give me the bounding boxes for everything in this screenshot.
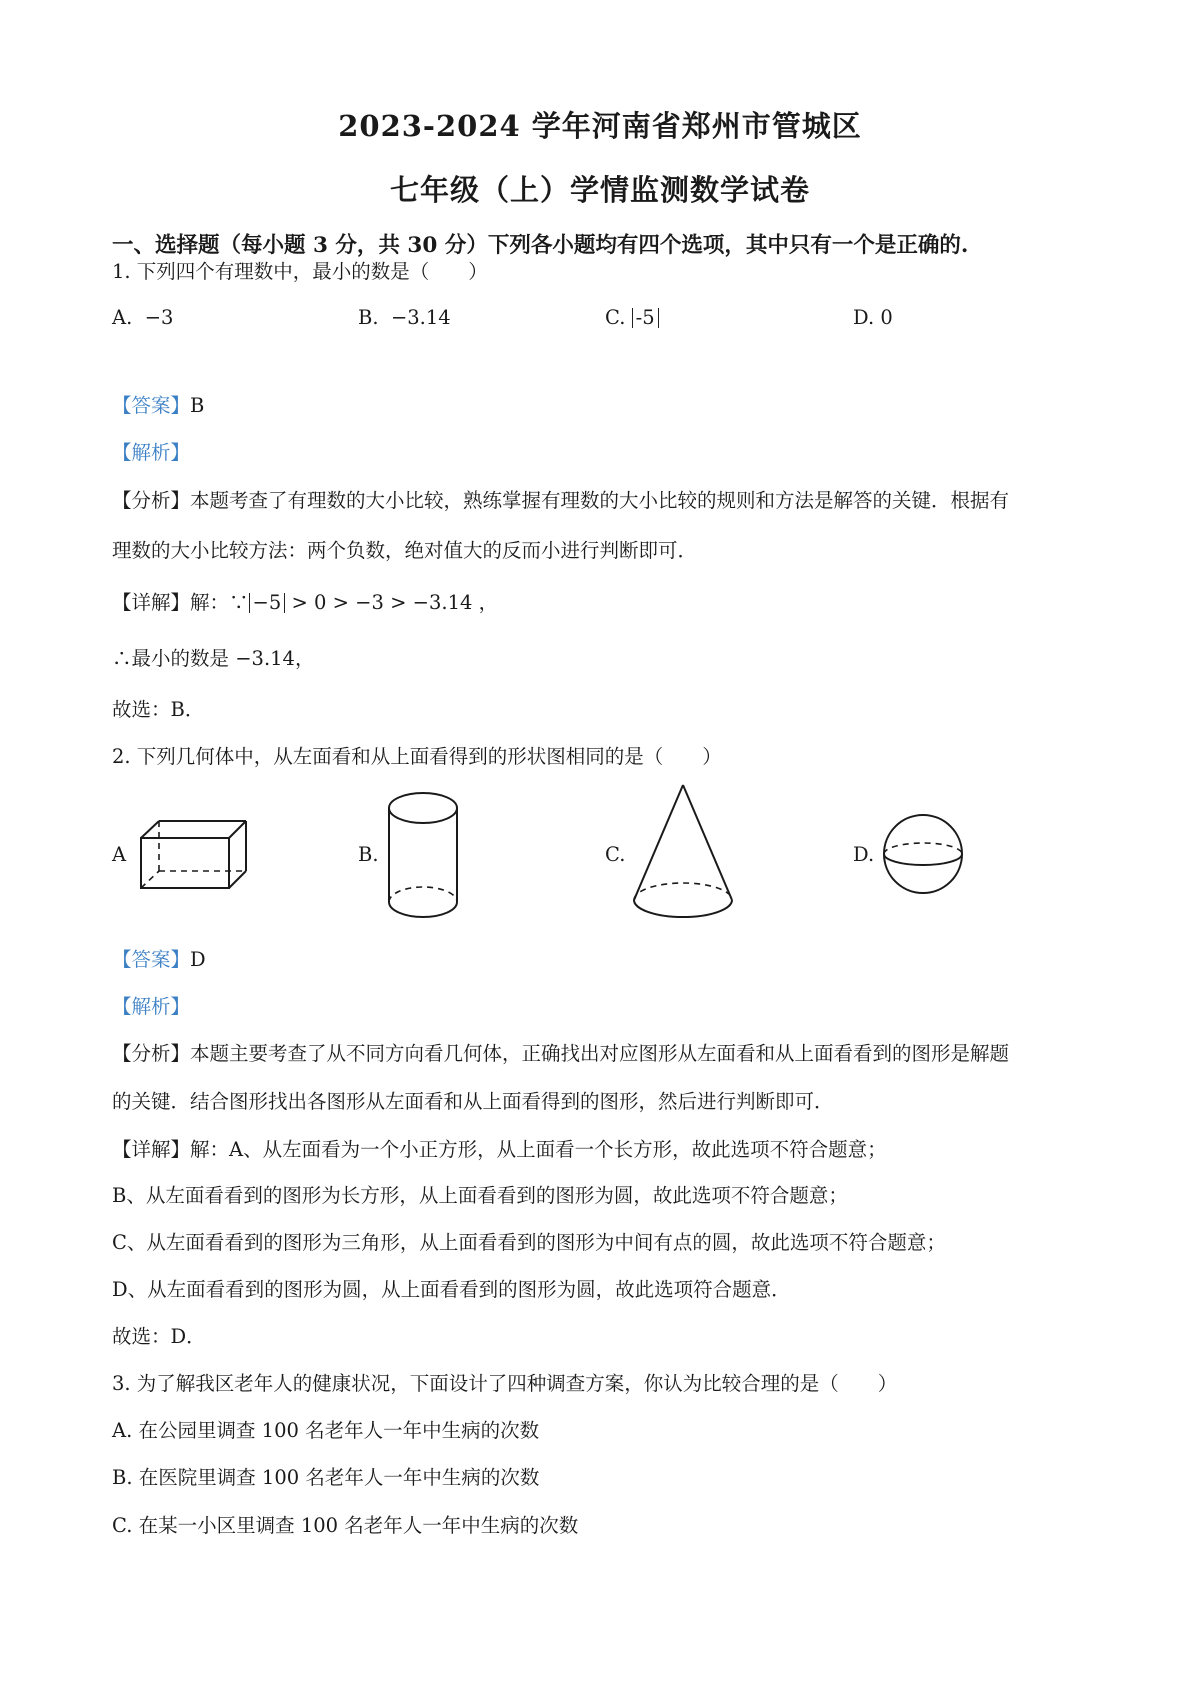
q2-stem: 2. 下列几何体中，从左面看和从上面看得到的形状图相同的是（ ） bbox=[112, 745, 722, 768]
q1-analysis-line1: 【分析】本题考查了有理数的大小比较，熟练掌握有理数的大小比较的规则和方法是解答的关键．根据有 bbox=[112, 489, 1010, 512]
q1-answer bbox=[112, 390, 204, 418]
answer-value: B bbox=[190, 394, 205, 417]
q2-option-b-label: B. bbox=[358, 843, 379, 866]
option-label: A. bbox=[112, 306, 133, 329]
answer-tag: 【答案】 bbox=[112, 394, 191, 417]
q2-option-a-label: A bbox=[112, 843, 127, 866]
option-value: −3 bbox=[144, 306, 174, 329]
q2-option-c-label: C. bbox=[605, 843, 626, 866]
q2-detail-d: D、从左面看看到的图形为圆，从上面看看到的图形为圆，故此选项符合题意． bbox=[112, 1278, 791, 1301]
answer-value: D bbox=[190, 948, 206, 971]
section-heading: 一、选择题（每小题 3 分，共 30 分）下列各小题均有四个选项，其中只有一个是正确的. bbox=[112, 233, 969, 258]
sphere-icon bbox=[881, 812, 965, 896]
q2-detail-c: C、从左面看看到的图形为三角形，从上面看看到的图形为中间有点的圆，故此选项不符合题意； bbox=[112, 1231, 946, 1254]
cuboid-icon bbox=[138, 818, 248, 892]
q3-option-c: C. 在某一小区里调查 100 名老年人一年中生病的次数 bbox=[112, 1514, 579, 1537]
q1-detail bbox=[112, 587, 498, 615]
option-value-abs: -5 bbox=[632, 308, 659, 328]
option-label: B. bbox=[358, 306, 379, 329]
detail-prefix: 【详解】解：∵ bbox=[112, 591, 249, 614]
option-value: 0 bbox=[880, 306, 893, 329]
q3-option-a: A. 在公园里调查 100 名老年人一年中生病的次数 bbox=[112, 1419, 540, 1442]
q2-answer bbox=[112, 944, 206, 972]
q2-option-d-label: D. bbox=[853, 843, 875, 866]
detail-abs-value: −5 bbox=[249, 593, 286, 613]
answer-tag: 【答案】 bbox=[112, 948, 191, 971]
option-label: C. bbox=[605, 306, 626, 329]
q1-option-c bbox=[605, 306, 659, 329]
detail-suffix: > 0 > −3 > −3.14 ， bbox=[285, 591, 499, 614]
q1-option-d bbox=[853, 306, 893, 329]
option-label: D. bbox=[853, 306, 875, 329]
q1-conclusion: ∴最小的数是 −3.14， bbox=[112, 647, 315, 670]
q2-analysis-line2: 的关键．结合图形找出各图形从左面看和从上面看得到的图形，然后进行判断即可． bbox=[112, 1090, 834, 1113]
q1-choice: 故选：B． bbox=[112, 698, 205, 721]
q3-stem: 3. 为了解我区老年人的健康状况，下面设计了四种调查方案，你认为比较合理的是（ ） bbox=[112, 1372, 898, 1395]
exam-title-line1: 2023-2024 学年河南省郑州市管城区 bbox=[338, 109, 862, 143]
q1-stem: 1. 下列四个有理数中，最小的数是（ ） bbox=[112, 260, 488, 283]
q3-option-b: B. 在医院里调查 100 名老年人一年中生病的次数 bbox=[112, 1466, 540, 1489]
q1-option-b bbox=[358, 306, 451, 329]
q2-analysis-tag: 【解析】 bbox=[112, 995, 191, 1018]
option-value: −3.14 bbox=[390, 306, 451, 329]
q2-choice: 故选：D． bbox=[112, 1325, 206, 1348]
q1-option-a bbox=[112, 306, 173, 329]
exam-title-line2: 七年级（上）学情监测数学试卷 bbox=[389, 173, 810, 207]
q2-detail-b: B、从左面看看到的图形为长方形，从上面看看到的图形为圆，故此选项不符合题意； bbox=[112, 1184, 848, 1207]
cone-icon bbox=[630, 782, 736, 920]
q2-detail-a: 【详解】解：A、从左面看为一个小正方形，从上面看一个长方形，故此选项不符合题意； bbox=[112, 1138, 887, 1161]
q2-analysis-line1: 【分析】本题主要考查了从不同方向看几何体，正确找出对应图形从左面看和从上面看看到的图形是解题 bbox=[112, 1042, 1010, 1065]
q1-analysis-line2: 理数的大小比较方法：两个负数，绝对值大的反而小进行判断即可． bbox=[112, 539, 698, 562]
q1-analysis-tag: 【解析】 bbox=[112, 441, 191, 464]
cylinder-icon bbox=[385, 790, 461, 920]
